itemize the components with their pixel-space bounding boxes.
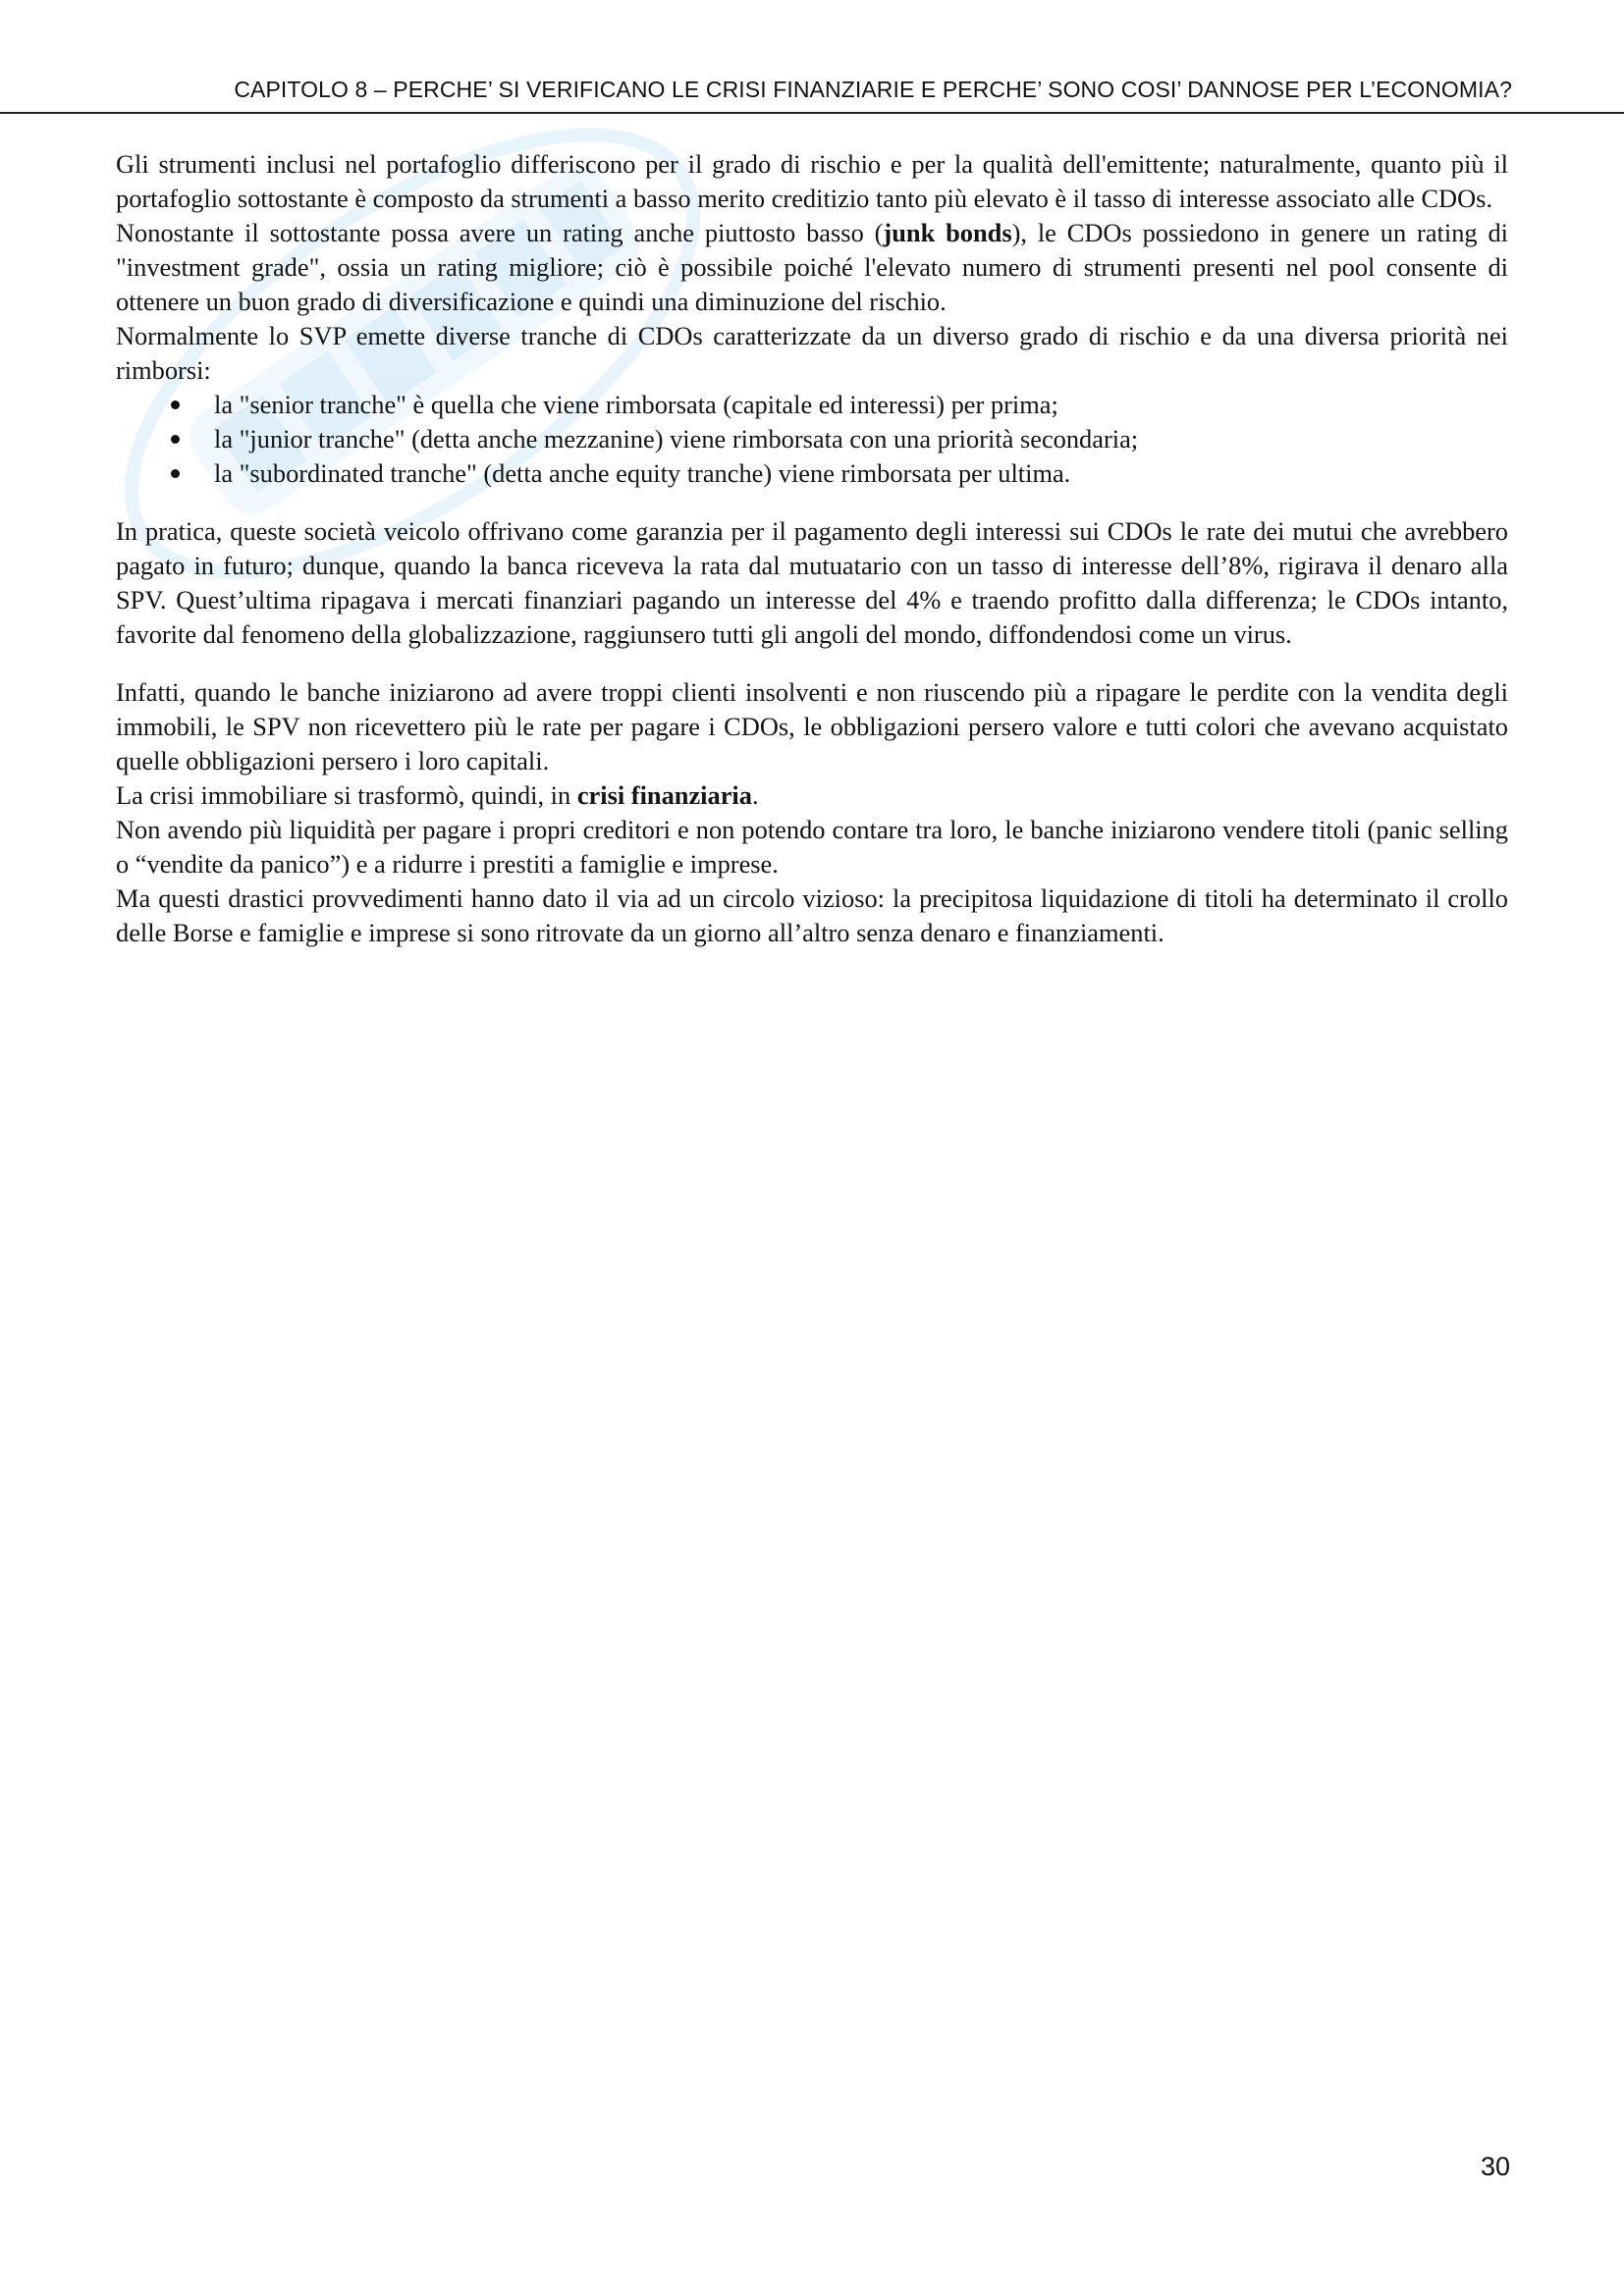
term-crisi-finanziaria: crisi finanziaria	[576, 780, 752, 810]
bullet-dot-icon	[171, 435, 180, 444]
bullet-dot-icon	[171, 469, 180, 478]
paragraph-portfolio: Gli strumenti inclusi nel portafoglio differiscono per il grado di rischio e per la qualità dell'emittente; naturalmente, quanto più il portafoglio sottostante è composto da strumenti a basso merito creditizio tanto più elevato è il tasso di interesse associato alle CDOs.	[116, 149, 1508, 213]
tranche-list	[116, 388, 1508, 491]
header-divider	[0, 112, 1624, 114]
term-junk-bonds: junk bonds	[883, 218, 1012, 247]
list-item: la "junior tranche" (detta anche mezzanine) viene rimborsata con una priorità secondaria;	[214, 422, 1508, 456]
list-item: la "senior tranche" è quella che viene rimborsata (capitale ed interessi) per prima;	[214, 388, 1508, 422]
paragraph-vicious-circle: Ma questi drastici provvedimenti hanno dato il via ad un circolo vizioso: la precipitosa liquidazione di titoli ha determinato il crollo delle Borse e famiglie e imprese si sono ritrovate da un giorno all’altro senza denaro e finanziamenti.	[116, 883, 1508, 947]
page-header: CAPITOLO 8 – PERCHE’ SI VERIFICANO LE CRISI FINANZIARIE E PERCHE’ SONO COSI’ DANNOSE PER L’ECONOMIA?	[234, 77, 1512, 102]
paragraph-rating: Nonostante il sottostante possa avere un rating anche piuttosto basso (junk bonds), le CDOs possiedono in genere un rating di "investment grade", ossia un rating migliore; ciò è possibile poiché l'elevato numero di strumenti presenti nel pool consente di ottenere un buon grado di diversificazione e quindi una diminuzione del rischio.	[116, 218, 1508, 316]
list-item: la "subordinated tranche" (detta anche equity tranche) viene rimborsata per ultima.	[214, 456, 1508, 491]
bullet-dot-icon	[171, 400, 180, 409]
page-number: 30	[1480, 2152, 1510, 2181]
paragraph-panic-selling: Non avendo più liquidità per pagare i propri creditori e non potendo contare tra loro, le banche iniziarono vendere titoli (panic selling o “vendite da panico”) e a ridurre i prestiti a famiglie e imprese.	[116, 815, 1508, 879]
document-body	[116, 147, 1508, 950]
paragraph-tranches-intro: Normalmente lo SVP emette diverse tranche di CDOs caratterizzate da un diverso grado di rischio e da una diversa priorità nei rimborsi:	[116, 321, 1508, 385]
paragraph-spv-practice: In pratica, queste società veicolo offrivano come garanzia per il pagamento degli interessi sui CDOs le rate dei mutui che avrebbero pagato in futuro; dunque, quando la banca riceveva la rata dal mutuatario con un tasso di interesse dell’8%, rigirava il denaro alla SPV. Quest’ultima ripagava i mercati finanziari pagando un interesse del 4% e traendo profitto dalla differenza; le CDOs intanto, favorite dal fenomeno della globalizzazione, raggiunsero tutti gli angoli del mondo, diffondendosi come un virus.	[116, 516, 1508, 649]
paragraph-insolvency: Infatti, quando le banche iniziarono ad avere troppi clienti insolventi e non riuscendo più a ripagare le perdite con la vendita degli immobili, le SPV non ricevettero più le rate per pagare i CDOs, le obbligazioni persero valore e tutti colori che avevano acquistato quelle obbligazioni persero i loro capitali.	[116, 677, 1508, 775]
paragraph-financial-crisis: La crisi immobiliare si trasformò, quindi, in crisi finanziaria.	[116, 780, 759, 810]
